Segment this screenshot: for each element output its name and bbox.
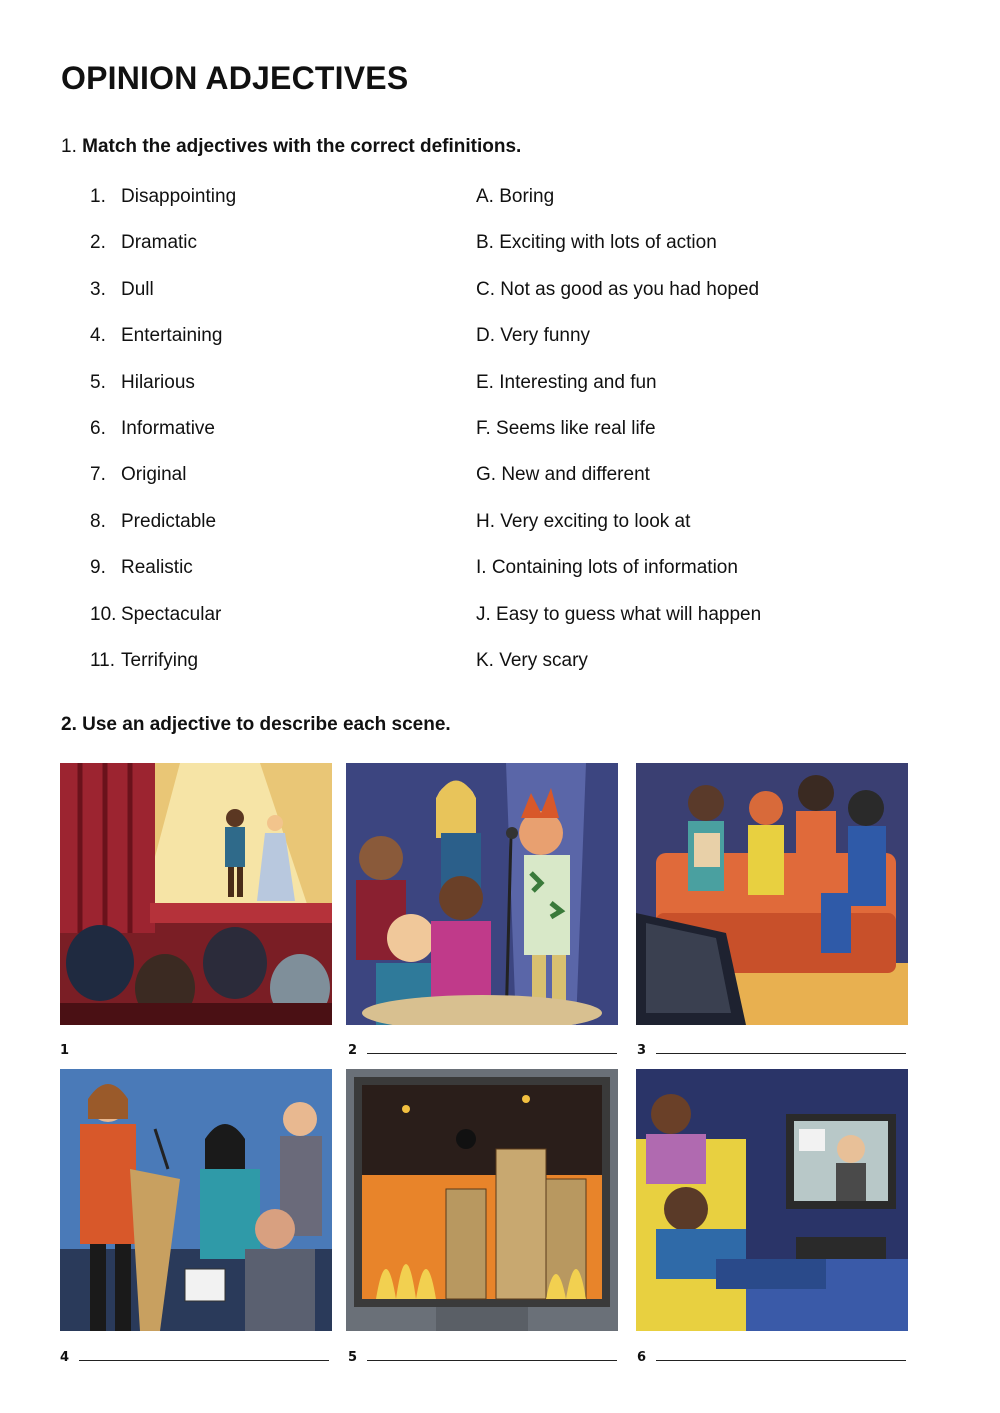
- scene-4-label: 4: [60, 1350, 70, 1365]
- scene-1-label: 1: [60, 1043, 70, 1058]
- definition: G. New and different: [476, 464, 650, 486]
- exercise-1-number: 1.: [61, 136, 77, 157]
- adjective: Informative: [121, 417, 215, 439]
- item-number: 10.: [90, 603, 117, 625]
- item-number: 1.: [90, 186, 106, 207]
- matching-list: [90, 186, 950, 696]
- scene-disaster-movie-image: [346, 1069, 618, 1331]
- adjective: Realistic: [121, 557, 193, 579]
- adjective: Dull: [121, 278, 154, 300]
- item-number: 2.: [90, 232, 106, 254]
- scene-3-answer-line[interactable]: [656, 1053, 906, 1054]
- adjective: Spectacular: [121, 603, 222, 625]
- item-number: 5.: [90, 371, 106, 393]
- definition: K. Very scary: [476, 649, 588, 671]
- scene-5-label: 5: [348, 1350, 358, 1365]
- scene-6-label: 6: [637, 1350, 647, 1365]
- item-number: 4.: [90, 325, 106, 347]
- exercise-2-instruction: 2. Use an adjective to describe each scene.: [61, 714, 451, 735]
- page-title: OPINION ADJECTIVES: [61, 60, 409, 96]
- list-item: [90, 232, 950, 278]
- exercise-1-instruction: [61, 136, 521, 158]
- exercise-1-text: Match the adjectives with the correct definitions.: [82, 136, 522, 157]
- scene-press-conference-image: [60, 1069, 332, 1331]
- adjective: Disappointing: [121, 186, 237, 207]
- adjective: Predictable: [121, 510, 217, 532]
- item-number: 3.: [90, 278, 106, 300]
- definition: A. Boring: [476, 186, 555, 207]
- item-number: 6.: [90, 417, 106, 439]
- definition: B. Exciting with lots of action: [476, 232, 717, 254]
- scene-2-answer-line[interactable]: [367, 1053, 617, 1054]
- scene-2-label: 2: [348, 1043, 358, 1058]
- adjective: Entertaining: [121, 325, 223, 347]
- list-item: [90, 186, 950, 232]
- scene-5-answer-line[interactable]: [367, 1360, 617, 1361]
- list-item: [90, 279, 950, 325]
- list-item: [90, 464, 950, 510]
- adjective: Terrifying: [121, 649, 199, 671]
- list-item: [90, 325, 950, 371]
- list-item: [90, 650, 950, 696]
- list-item: [90, 604, 950, 650]
- adjective: Original: [121, 464, 187, 486]
- scene-theatre-image: [60, 763, 332, 1025]
- scene-comedian-image: [346, 763, 618, 1025]
- definition: J. Easy to guess what will happen: [476, 603, 762, 625]
- list-item: [90, 418, 950, 464]
- definition: E. Interesting and fun: [476, 371, 657, 393]
- scene-3-label: 3: [637, 1043, 647, 1058]
- list-item: [90, 511, 950, 557]
- list-item: [90, 372, 950, 418]
- scene-6-answer-line[interactable]: [656, 1360, 906, 1361]
- scene-scared-viewers-image: [636, 763, 908, 1025]
- definition: H. Very exciting to look at: [476, 510, 691, 532]
- item-number: 7.: [90, 464, 106, 486]
- item-number: 11.: [90, 649, 116, 671]
- definition: F. Seems like real life: [476, 417, 656, 439]
- scene-bored-viewers-image: [636, 1069, 908, 1331]
- adjective: Hilarious: [121, 371, 195, 393]
- scene-4-answer-line[interactable]: [79, 1360, 329, 1361]
- definition: C. Not as good as you had hoped: [476, 278, 760, 300]
- definition: D. Very funny: [476, 325, 591, 347]
- adjective: Dramatic: [121, 232, 198, 254]
- item-number: 8.: [90, 510, 106, 532]
- item-number: 9.: [90, 557, 106, 579]
- list-item: [90, 557, 950, 603]
- definition: I. Containing lots of information: [476, 557, 738, 579]
